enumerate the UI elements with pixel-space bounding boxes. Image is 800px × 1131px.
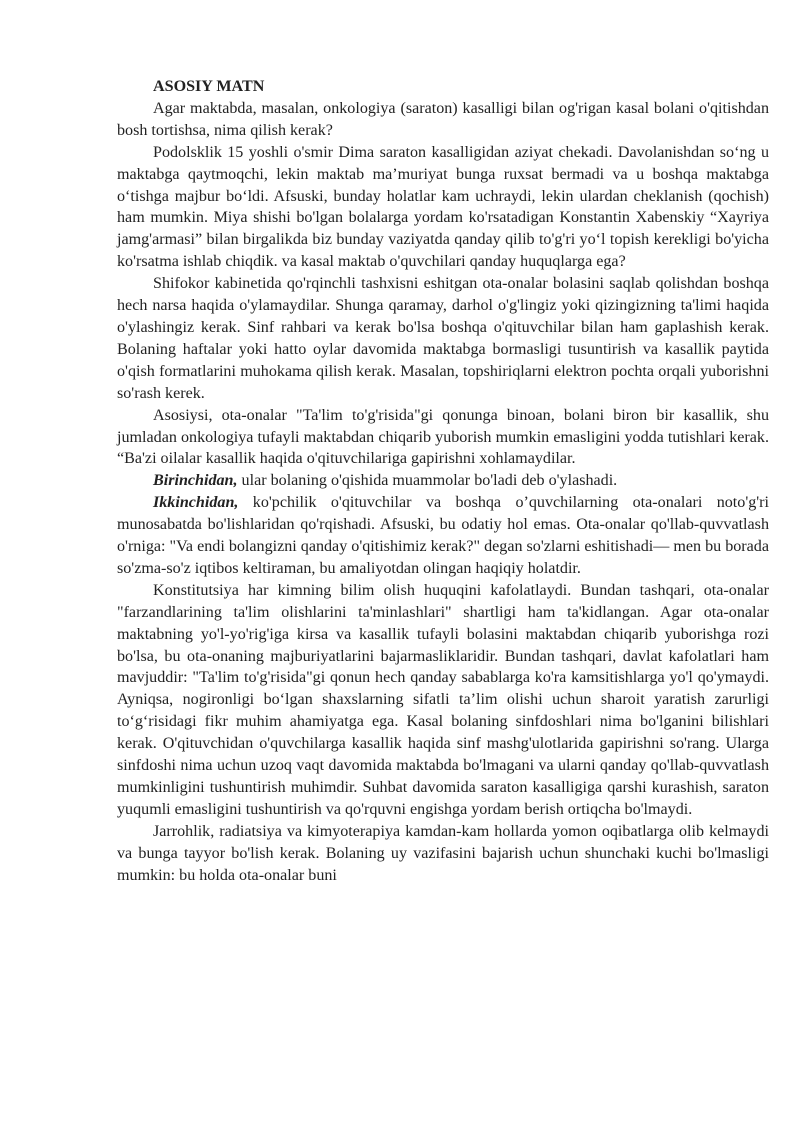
paragraph <box>117 98 769 142</box>
paragraph-text: ular bolaning o'qishida muammolar bo'ladi deb o'ylashadi. <box>237 472 618 490</box>
paragraph <box>117 580 769 821</box>
paragraph-text: Asosiysi, ota-onalar "Ta'lim to'g'risida"gi qonunga binoan, bolani biron bir kasallik, shu jumladan onkologiya tufayli maktabdan chiqarib yuborish mumkin emasligini yodda tutishlari kerak. “Ba'zi oilalar kasallik haqida o'qituvchilariga gapirishni xohlamaydilar. <box>117 406 769 468</box>
paragraph-lead: Birinchidan, <box>153 472 238 490</box>
paragraph-text: Jarrohlik, radiatsiya va kimyoterapiya kamdan-kam hollarda yomon oqibatlarga olib kelmaydi va bunga tayyor bo'lish kerak. Bolaning uy vazifasini bajarish uchun shunchaki kuchi bo'lmasligi mumkin: bu holda ota-onalar buni <box>117 822 769 884</box>
paragraph-lead: Ikkinchidan, <box>153 494 239 512</box>
document-heading: ASOSIY MATN <box>153 78 265 95</box>
paragraph <box>117 492 769 580</box>
paragraph-text: Shifokor kabinetida qo'rqinchli tashxisni eshitgan ota-onalar bolasini saqlab qolishdan boshqa hech narsa haqida o'ylamaydilar. Shunga qaramay, darhol o'g'lingiz yoki qizingizning ta'limi haqida o'ylashingiz kerak. Sinf rahbari va kerak bo'lsa boshqa o'qituvchilar bilan ham gaplashish kerak. Bolaning haftalar yoki hatto oylar davomida maktabga bormasligi tusuntirish va kasallik paytida o'qish formatlarini muhokama qilish kerak. Masalan, topshiriqlarni elektron pochta orqali yuborishni so'rash kerek. <box>117 275 769 402</box>
paragraph <box>117 273 769 404</box>
paragraph-text: Podolsklik 15 yoshli o'smir Dima saraton kasalligidan aziyat chekadi. Davolanishdan so‘ng u maktabga qaytmoqchi, lekin maktab ma’muriyat bunga ruxsat bermadi va u boshqa maktabga o‘tishga majbur bo‘ldi. Afsuski, bunday holatlar kam uchraydi, lekin ulardan cheklanish (qochish) ham mumkin. Miya shishi bo'lgan bolalarga yordam ko'rsatadigan Konstantin Xabenskiy “Xayriya jamg'armasi” bilan birgalikda biz bunday vaziyatda qanday qilib to'g'ri yo‘l topish kerekligi bo'yicha ko'rsatma ishlab chiqdik. va kasal maktab o'quvchilari qanday huquqlarga ega? <box>117 143 769 271</box>
paragraph <box>117 821 769 887</box>
paragraph <box>117 142 769 273</box>
paragraph <box>117 405 769 471</box>
paragraph-text: Agar maktabda, masalan, onkologiya (saraton) kasalligi bilan og'rigan kasal bolani o'qitishdan bosh tortishsa, nima qilish kerak? <box>117 99 769 139</box>
paragraph-text: Konstitutsiya har kimning bilim olish huquqini kafolatlaydi. Bundan tashqari, ota-onalar "farzandlarining ta'lim olishlarini ta'minlashlari" shartligi ham ta'kidlangan. Agar ota-onalar maktabning yo'l-yo'rig'iga kirsa va kasallik tufayli bolasini maktabdan chiqarib yuborishga rozi bo'lsa, bu ota-onaning majburiyatlarini bajarmasliklaridir. Bundan tashqari, davlat kafolatlari ham mavjuddir: "Ta'lim to'g'risida"gi qonun hech qanday sabablarga ko'ra kamsitishlarga yo'l qo'ymaydi. Ayniqsa, nogironligi bo‘lgan shaxslarning sifatli ta’lim olishi uchun sharoit yaratish zarurligi to‘g‘risidagi fikr muhim ahamiyatga ega. Kasal bolaning sinfdoshlari nima bo'lganini bilishlari kerak. O'qituvchidan o'quvchilarga kasallik haqida sinf mashg'ulotlarida gapirishni so'rang. Ularga sinfdoshi nima uchun uzoq vaqt davomida maktabda bo'lmagani va ularni qanday qo'llab-quvvatlash mumkinligini tushuntirish muhimdir. Suhbat davomida saraton kasalligiga qarshi kurashish, saraton yuqumli emasligini tushuntirish va qo'rquvni engishga yordam berish ortiqcha bo'lmaydi. <box>117 581 769 818</box>
document-page <box>117 76 769 887</box>
paragraph-text: ko'pchilik o'qituvchilar va boshqa o’quvchilarning ota-onalari noto'g'ri munosabatda bo'lishlaridan qo'rqishadi. Afsuski, bu odatiy hol emas. Ota-onalar qo'llab-quvvatlash o'rniga: "Va endi bolangizni qanday o'qitishimiz kerak?" degan so'zlarni eshitishadi— men bu borada so'zma-so'z iqtibos keltiraman, bu amaliyotdan olingan haqiqiy holatdir. <box>117 494 770 577</box>
paragraph <box>117 470 769 492</box>
